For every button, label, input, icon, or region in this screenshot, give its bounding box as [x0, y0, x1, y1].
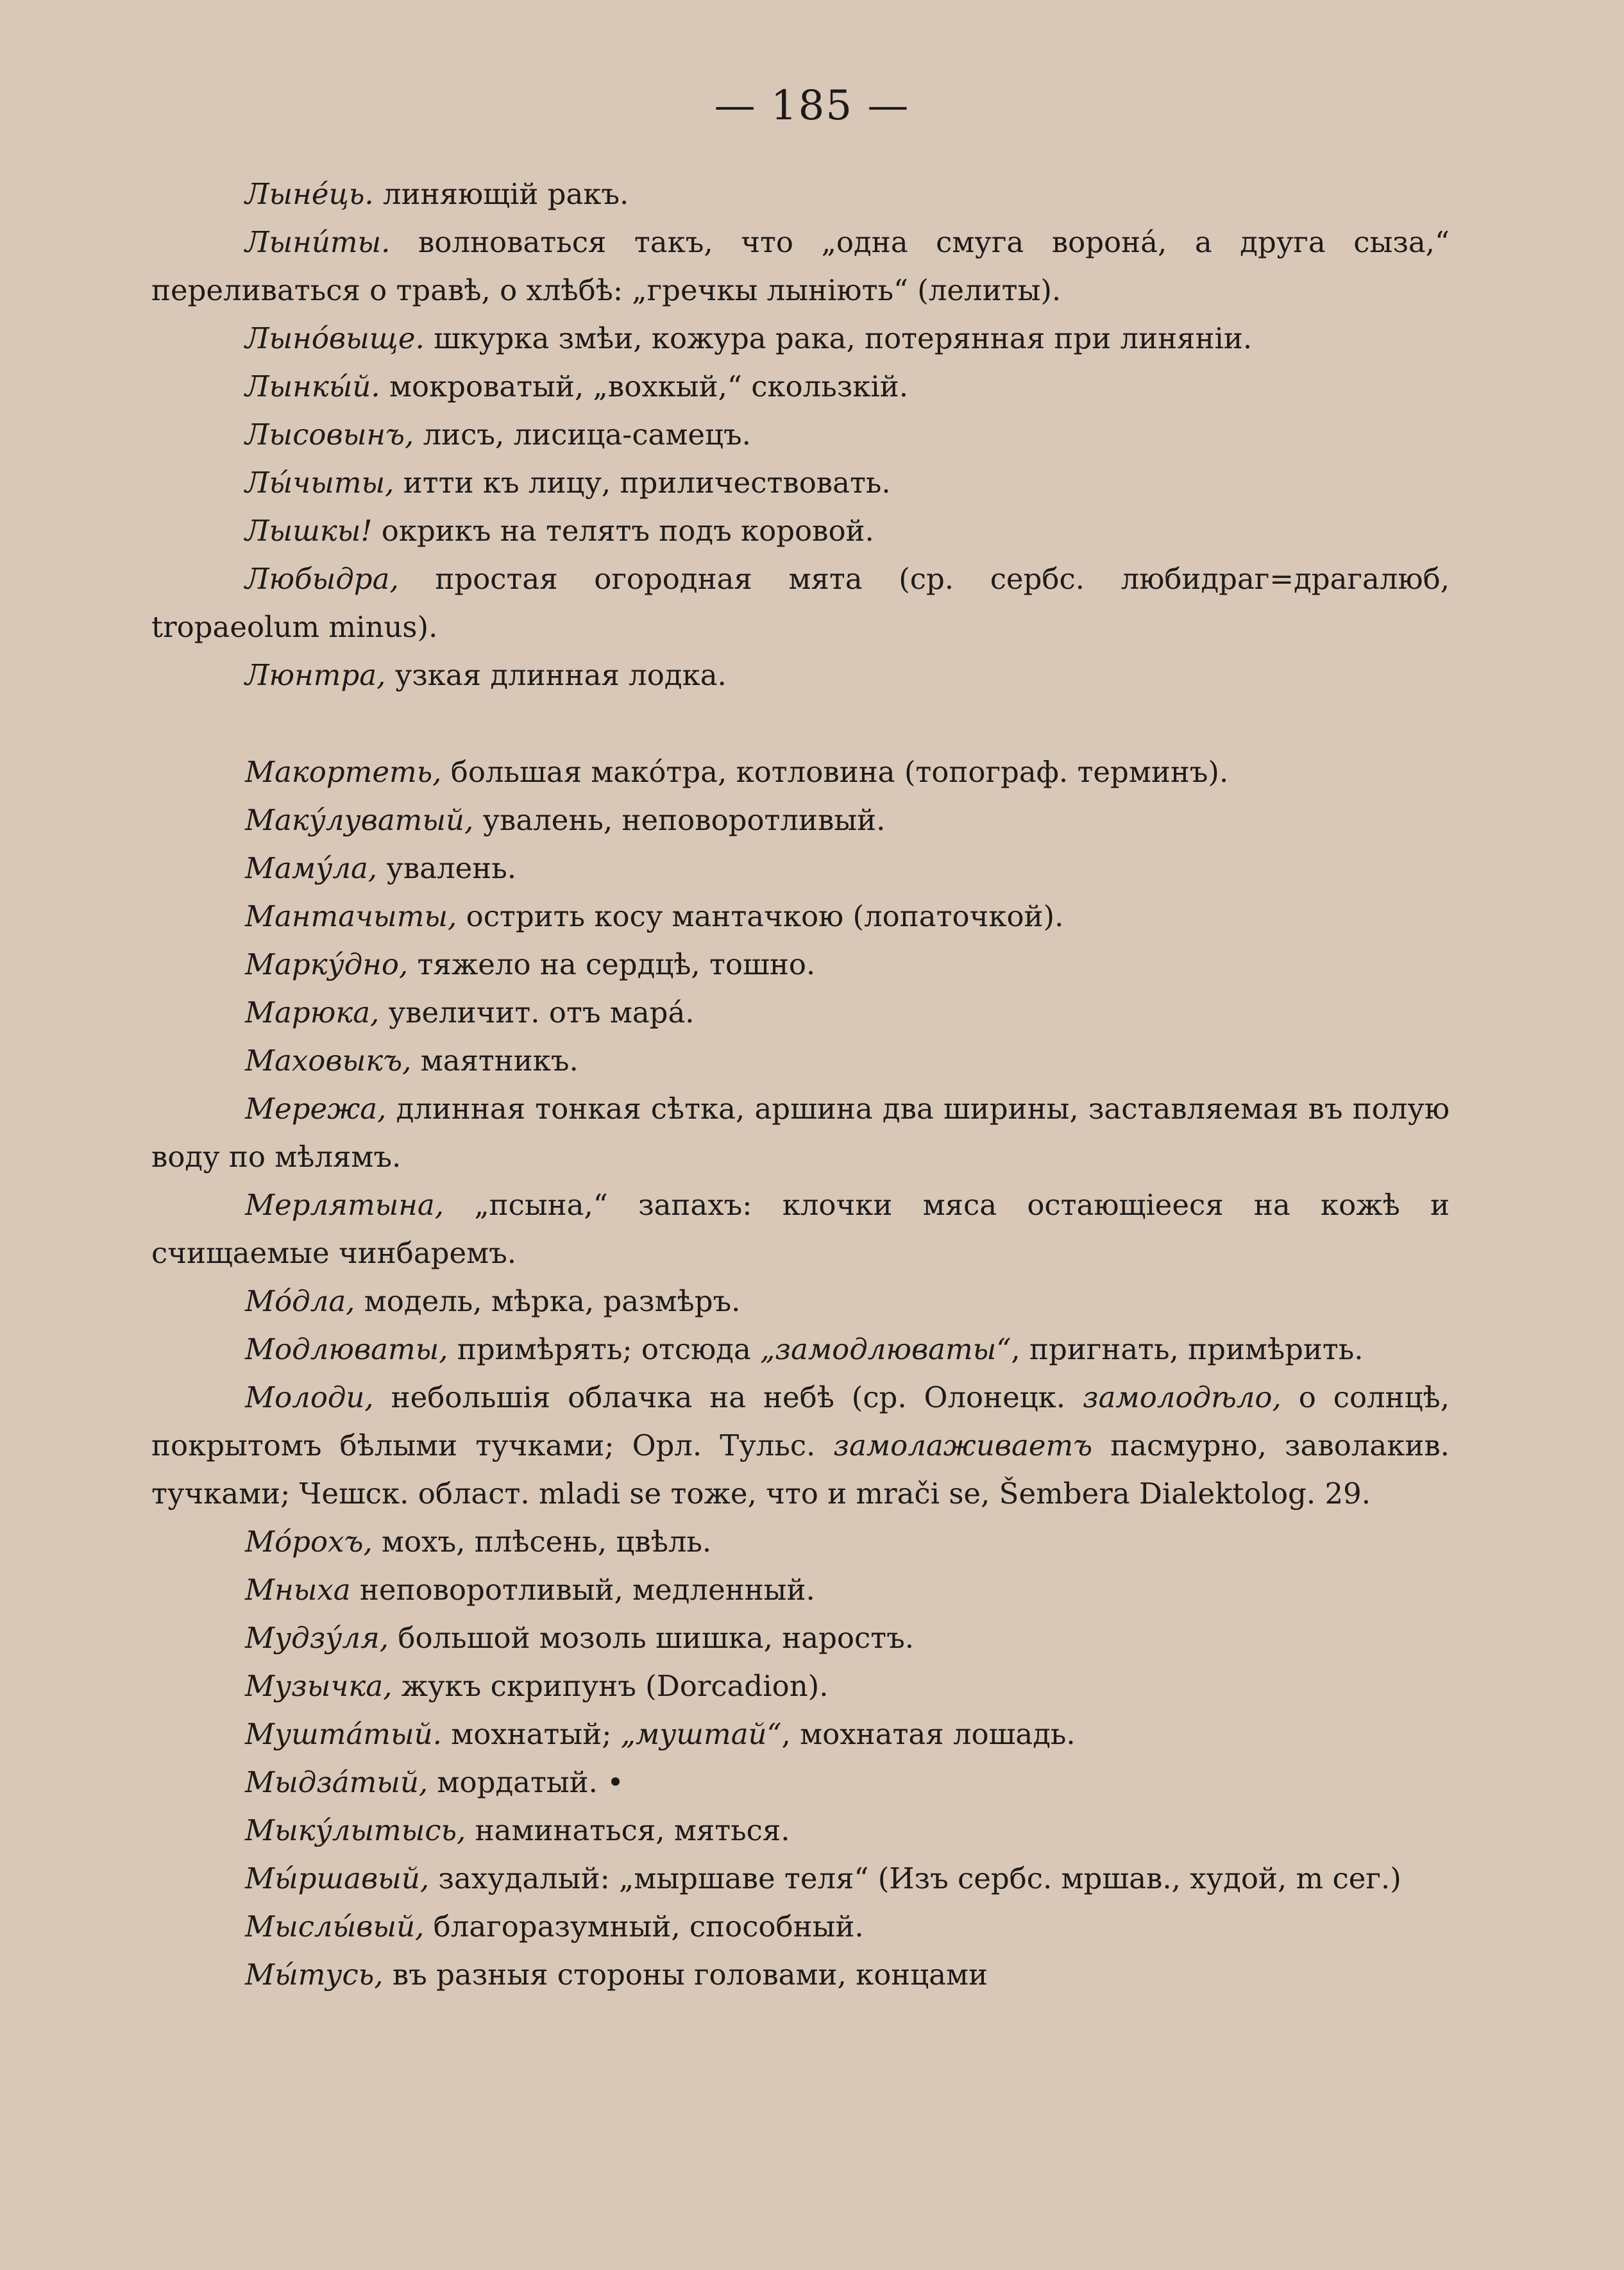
- entry-definition: жукъ скрипунъ (Dorcadion).: [392, 1669, 829, 1703]
- entry-definition: маятникъ.: [411, 1044, 579, 1078]
- entry-definition: линяющій ракъ.: [373, 177, 629, 211]
- section-gap: [151, 699, 1450, 748]
- entry-headword: Макортеть,: [245, 755, 442, 789]
- entry-headword: Музычка,: [245, 1669, 393, 1703]
- entry-headword: Модлюваты,: [245, 1332, 448, 1366]
- dictionary-entry: [151, 1614, 1450, 1662]
- entry-headword: Мыслы́вый,: [245, 1910, 425, 1944]
- entry-definition: лисъ, лисица-самецъ.: [414, 418, 751, 452]
- dictionary-entry: [151, 362, 1450, 411]
- dictionary-entry: [151, 555, 1450, 651]
- entry-headword: Люнтра,: [245, 658, 386, 692]
- entry-headword: Мережа,: [245, 1092, 387, 1126]
- entry-headword: Лынóвыще.: [245, 321, 425, 355]
- dictionary-entry: [151, 892, 1450, 940]
- dictionary-entry: [151, 1181, 1450, 1277]
- dictionary-entry: [151, 1854, 1450, 1902]
- dictionary-entry: [151, 748, 1450, 796]
- entry-headword: Маку́луватый,: [245, 803, 474, 837]
- entry-definition: неповоротливый, медленный.: [350, 1573, 815, 1607]
- dictionary-entry: [151, 411, 1450, 459]
- dictionary-entry: [151, 651, 1450, 699]
- entry-headword: Мы́тусь,: [245, 1958, 384, 1992]
- entry-headword: Лысовынъ,: [245, 418, 414, 452]
- entry-headword: Мыдза́тый,: [245, 1765, 428, 1799]
- entry-example: „муштай“: [620, 1717, 782, 1751]
- entry-definition: итти къ лицу, приличествовать.: [394, 466, 891, 500]
- entry-definition: окрикъ на телятъ подъ коровой.: [372, 514, 874, 548]
- entry-definition: мохнатый;: [441, 1717, 621, 1751]
- entry-headword: Мóдла,: [245, 1284, 355, 1318]
- entry-headword: Лынкы́й.: [245, 369, 380, 403]
- entry-headword: Лы́чыты,: [245, 466, 394, 500]
- dictionary-entry: [151, 1758, 1450, 1806]
- entry-example-2: замолаживаетъ: [833, 1428, 1093, 1462]
- entry-headword: Мушта́тый.: [245, 1717, 442, 1751]
- dictionary-entry: [151, 459, 1450, 507]
- dictionary-entry: [151, 314, 1450, 362]
- entry-definition: тяжело на сердцѣ, тошно.: [408, 947, 816, 981]
- dictionary-entry: [151, 1037, 1450, 1085]
- entry-definition: мохъ, плѣсень, цвѣль.: [372, 1525, 712, 1559]
- entry-headword: Мерлятына,: [245, 1188, 444, 1222]
- dictionary-entry: [151, 170, 1450, 218]
- entry-headword: Марку́дно,: [245, 947, 409, 981]
- dictionary-entry: [151, 1085, 1450, 1181]
- entry-definition: небольшія облачка на небѣ (ср. Олонецк.: [373, 1380, 1083, 1414]
- dictionary-entry: [151, 1902, 1450, 1951]
- dictionary-entry: [151, 1662, 1450, 1710]
- entry-definition: модель, мѣрка, размѣръ.: [355, 1284, 741, 1318]
- entry-headword: Мыку́лытысь,: [245, 1813, 466, 1847]
- entry-headword: Мантачыты,: [245, 899, 457, 933]
- entry-definition: увеличит. отъ мара́.: [379, 995, 695, 1029]
- entry-definition: захудалый: „мыршаве теля“ (Изъ сербс. мршав., худой, m сег.): [429, 1861, 1401, 1895]
- dictionary-entry: [151, 1518, 1450, 1566]
- entry-headword: Молоди,: [245, 1380, 374, 1414]
- entry-headword: Маму́ла,: [245, 851, 378, 885]
- entry-definition-rest: , пригнать, примѣрить.: [1011, 1332, 1364, 1366]
- entry-definition: наминаться, мяться.: [466, 1813, 790, 1847]
- entry-definition-rest-2: пасмурно, заволакив. тучками; Чешск. област. mladi se тоже, что и mrači se, Šembera Dialektolog. 29.: [151, 1428, 1450, 1511]
- entry-headword: Мныха: [245, 1573, 351, 1607]
- entry-headword: Лыни́ты.: [245, 225, 391, 259]
- entry-example: замолодѣло,: [1083, 1380, 1281, 1414]
- dictionary-entry: [151, 940, 1450, 988]
- entry-headword: Мудзу́ля,: [245, 1621, 389, 1655]
- entry-headword: Маховыкъ,: [245, 1044, 412, 1078]
- dictionary-entry: [151, 1806, 1450, 1854]
- entry-definition: простая огородная мята (ср. сербс. любидраг=драгалюб, tropaeolum minus).: [151, 562, 1450, 644]
- entry-definition: узкая длинная лодка.: [385, 658, 727, 692]
- entry-definition: острить косу мантачкою (лопаточкой).: [457, 899, 1064, 933]
- entry-headword: Мы́ршавый,: [245, 1861, 430, 1895]
- dictionary-entry: [151, 1373, 1450, 1518]
- entry-definition: волноваться такъ, что „одна смуга ворона́, а друга сыза,“ переливаться о травѣ, о хлѣбѣ: „гречкы лынiють“ (лелиты).: [151, 225, 1450, 307]
- entry-headword: Мóрохъ,: [245, 1525, 373, 1559]
- dictionary-entry: [151, 1325, 1450, 1373]
- dictionary-entries: [151, 170, 1450, 1999]
- entry-headword: Любыдра,: [245, 562, 399, 596]
- entry-definition: мокроватый, „вохкый,“ скользкій.: [380, 369, 909, 403]
- entry-definition: „псына,“ запахъ: клочки мяса остающіееся на кожѣ и счищаемые чинбаремъ.: [151, 1188, 1450, 1270]
- entry-definition: примѣрять; отсюда: [448, 1332, 761, 1366]
- dictionary-entry: [151, 1566, 1450, 1614]
- entry-definition: большая макóтра, котловина (топограф. терминъ).: [441, 755, 1229, 789]
- dictionary-entry: [151, 988, 1450, 1037]
- dictionary-entry: [151, 1277, 1450, 1325]
- entry-definition: увалень, неповоротливый.: [473, 803, 886, 837]
- entry-definition: увалень.: [377, 851, 517, 885]
- entry-definition: въ разныя стороны головами, концами: [383, 1958, 988, 1992]
- entry-definition-rest: , мохнатая лошадь.: [781, 1717, 1076, 1751]
- dictionary-entry: [151, 218, 1450, 314]
- page-number: — 185 —: [714, 82, 910, 130]
- entry-example: „замодлюваты“: [760, 1332, 1011, 1366]
- entry-definition: длинная тонкая сѣтка, аршина два ширины, заставляемая въ полую воду по мѣлямъ.: [151, 1092, 1450, 1174]
- entry-definition: благоразумный, способный.: [424, 1910, 864, 1944]
- entry-definition-rest: о солнцѣ, покрытомъ бѣлыми тучками; Орл. Тульс.: [151, 1380, 1450, 1462]
- entry-definition: шкурка змѣи, кожура рака, потерянная при линяніи.: [424, 321, 1253, 355]
- dictionary-entry: [151, 507, 1450, 555]
- dictionary-entry: [151, 1710, 1450, 1758]
- dictionary-entry: [151, 796, 1450, 844]
- dictionary-entry: [151, 844, 1450, 892]
- dictionary-entry: [151, 1951, 1450, 1999]
- entry-definition: мордатый. •: [428, 1765, 624, 1799]
- entry-headword: Лынéць.: [245, 177, 374, 211]
- entry-headword: Марюка,: [245, 995, 380, 1029]
- entry-headword: Лышкы!: [245, 514, 373, 548]
- entry-definition: большой мозоль шишка, наростъ.: [389, 1621, 915, 1655]
